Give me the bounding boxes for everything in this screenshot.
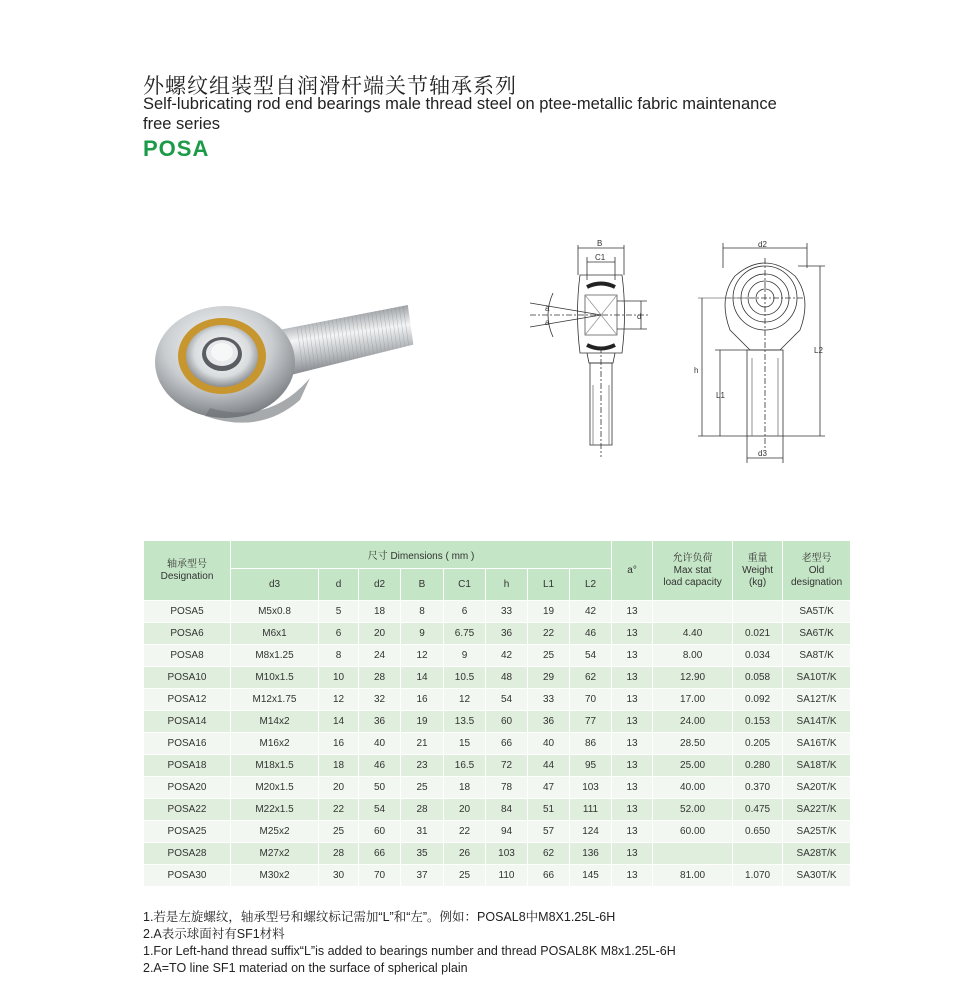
table-cell: 95 bbox=[570, 755, 612, 777]
table-row bbox=[144, 623, 851, 645]
table-cell: SA25T/K bbox=[783, 821, 851, 843]
table-cell: 111 bbox=[570, 799, 612, 821]
table-cell: 50 bbox=[359, 777, 401, 799]
table-cell: SA5T/K bbox=[783, 601, 851, 623]
header-L1: L1 bbox=[528, 569, 570, 601]
table-cell: 57 bbox=[528, 821, 570, 843]
table-cell: 16 bbox=[401, 689, 444, 711]
table-cell: 25 bbox=[401, 777, 444, 799]
table-cell: 12 bbox=[444, 689, 486, 711]
notes bbox=[143, 909, 676, 977]
label-a-upper: a bbox=[545, 304, 550, 313]
table-cell: 13 bbox=[612, 667, 653, 689]
table-cell: 13 bbox=[612, 601, 653, 623]
table-cell: 0.092 bbox=[733, 689, 783, 711]
table-cell: 33 bbox=[486, 601, 528, 623]
cross-section-drawing bbox=[525, 235, 665, 460]
note-en-2: 2.A=TO line SF1 materiad on the surface of spherical plain bbox=[143, 961, 468, 975]
table-cell: SA22T/K bbox=[783, 799, 851, 821]
table-cell: 20 bbox=[319, 777, 359, 799]
table-cell: POSA28 bbox=[144, 843, 231, 865]
table-cell: 70 bbox=[359, 865, 401, 887]
table-cell: SA6T/K bbox=[783, 623, 851, 645]
table-cell: 81.00 bbox=[653, 865, 733, 887]
table-cell: 25 bbox=[444, 865, 486, 887]
table-cell: 14 bbox=[401, 667, 444, 689]
table-cell: M22x1.5 bbox=[231, 799, 319, 821]
table-cell: 60 bbox=[359, 821, 401, 843]
header-old-designation: 老型号 Old designation bbox=[783, 541, 851, 601]
table-cell: 33 bbox=[528, 689, 570, 711]
table-cell: POSA30 bbox=[144, 865, 231, 887]
table-cell: 20 bbox=[359, 623, 401, 645]
header-weight: 重量 Weight (kg) bbox=[733, 541, 783, 601]
dimensions-table bbox=[143, 540, 851, 887]
table-cell: SA12T/K bbox=[783, 689, 851, 711]
note-en-1: 1.For Left-hand thread suffix“L”is added to bearings number and thread POSAL8K M8x1.25L-6H bbox=[143, 944, 676, 958]
table-cell: 60 bbox=[486, 711, 528, 733]
table-cell: 31 bbox=[401, 821, 444, 843]
table-cell: 124 bbox=[570, 821, 612, 843]
table-cell: M12x1.75 bbox=[231, 689, 319, 711]
table-cell: 9 bbox=[444, 645, 486, 667]
table-cell: 46 bbox=[359, 755, 401, 777]
header-B: B bbox=[401, 569, 444, 601]
note-cn-1: 1.若是左旋螺纹，轴承型号和螺纹标记需加“L”和“左”。例如：POSAL8中M8X1.25L-6H bbox=[143, 910, 616, 924]
table-cell: 13 bbox=[612, 799, 653, 821]
table-cell: 0.370 bbox=[733, 777, 783, 799]
label-d3: d3 bbox=[758, 449, 767, 458]
header-dimensions: 尺寸 Dimensions ( mm ) bbox=[231, 541, 612, 569]
label-h: h bbox=[694, 366, 699, 375]
table-row bbox=[144, 755, 851, 777]
table-cell: SA28T/K bbox=[783, 843, 851, 865]
table-cell bbox=[733, 843, 783, 865]
table-row bbox=[144, 799, 851, 821]
table-cell: 0.058 bbox=[733, 667, 783, 689]
table-cell: 19 bbox=[528, 601, 570, 623]
table-cell: 18 bbox=[319, 755, 359, 777]
table-cell: 13 bbox=[612, 711, 653, 733]
label-L1: L1 bbox=[716, 391, 725, 400]
table-cell: 0.034 bbox=[733, 645, 783, 667]
table-cell: 46 bbox=[570, 623, 612, 645]
table-cell: 47 bbox=[528, 777, 570, 799]
table-cell: 0.153 bbox=[733, 711, 783, 733]
label-C1: C1 bbox=[595, 253, 606, 262]
table-cell: 21 bbox=[401, 733, 444, 755]
table-cell: 145 bbox=[570, 865, 612, 887]
table-row bbox=[144, 689, 851, 711]
table-cell: SA30T/K bbox=[783, 865, 851, 887]
table-cell: 25.00 bbox=[653, 755, 733, 777]
table-cell: 54 bbox=[359, 799, 401, 821]
table-cell: 36 bbox=[486, 623, 528, 645]
table-cell: 1.070 bbox=[733, 865, 783, 887]
series-name: POSA bbox=[143, 136, 210, 161]
table-cell: 29 bbox=[528, 667, 570, 689]
table-cell: M6x1 bbox=[231, 623, 319, 645]
table-cell: M20x1.5 bbox=[231, 777, 319, 799]
table-cell: SA16T/K bbox=[783, 733, 851, 755]
header-designation: 轴承型号 Designation bbox=[144, 541, 231, 601]
table-cell: M18x1.5 bbox=[231, 755, 319, 777]
header-d3: d3 bbox=[231, 569, 319, 601]
table-cell: POSA20 bbox=[144, 777, 231, 799]
header-h: h bbox=[486, 569, 528, 601]
table-cell: 8 bbox=[401, 601, 444, 623]
table-cell: 24.00 bbox=[653, 711, 733, 733]
table-cell: SA18T/K bbox=[783, 755, 851, 777]
table-cell: 36 bbox=[359, 711, 401, 733]
table-cell: 13 bbox=[612, 689, 653, 711]
label-a-lower: a bbox=[545, 318, 550, 327]
table-cell: 66 bbox=[359, 843, 401, 865]
table-cell: 12.90 bbox=[653, 667, 733, 689]
table-row bbox=[144, 601, 851, 623]
table-cell: 13 bbox=[612, 843, 653, 865]
table-cell: 78 bbox=[486, 777, 528, 799]
table-cell: 86 bbox=[570, 733, 612, 755]
table-cell: 36 bbox=[528, 711, 570, 733]
table-cell: M5x0.8 bbox=[231, 601, 319, 623]
table-cell: M16x2 bbox=[231, 733, 319, 755]
label-d: d bbox=[637, 312, 642, 321]
table-cell: 37 bbox=[401, 865, 444, 887]
table-cell: 9 bbox=[401, 623, 444, 645]
table-cell: 62 bbox=[528, 843, 570, 865]
table-cell: SA8T/K bbox=[783, 645, 851, 667]
table-cell: M25x2 bbox=[231, 821, 319, 843]
table-cell: 42 bbox=[570, 601, 612, 623]
header-C1: C1 bbox=[444, 569, 486, 601]
table-cell: 4.40 bbox=[653, 623, 733, 645]
note-cn-2: 2.A表示球面衬有SF1材料 bbox=[143, 927, 285, 941]
table-cell: 44 bbox=[528, 755, 570, 777]
table-cell: 16 bbox=[319, 733, 359, 755]
table-cell: POSA5 bbox=[144, 601, 231, 623]
table-cell: 8 bbox=[319, 645, 359, 667]
table-cell: 25 bbox=[319, 821, 359, 843]
table-cell: 136 bbox=[570, 843, 612, 865]
table-cell: 17.00 bbox=[653, 689, 733, 711]
table-cell: POSA10 bbox=[144, 667, 231, 689]
table-cell: 60.00 bbox=[653, 821, 733, 843]
table-cell: POSA12 bbox=[144, 689, 231, 711]
table-cell: 13 bbox=[612, 623, 653, 645]
table-cell: 103 bbox=[570, 777, 612, 799]
header-d2: d2 bbox=[359, 569, 401, 601]
table-cell bbox=[653, 843, 733, 865]
table-row bbox=[144, 777, 851, 799]
table-cell: M10x1.5 bbox=[231, 667, 319, 689]
header-L2: L2 bbox=[570, 569, 612, 601]
table-cell: 19 bbox=[401, 711, 444, 733]
table-cell: 94 bbox=[486, 821, 528, 843]
table-cell: M30x2 bbox=[231, 865, 319, 887]
table-cell: 32 bbox=[359, 689, 401, 711]
table-cell: 18 bbox=[359, 601, 401, 623]
table-cell: 48 bbox=[486, 667, 528, 689]
table-cell: 10.5 bbox=[444, 667, 486, 689]
table-cell: 0.475 bbox=[733, 799, 783, 821]
table-cell: 28 bbox=[401, 799, 444, 821]
table-cell: 16.5 bbox=[444, 755, 486, 777]
table-cell: 13 bbox=[612, 777, 653, 799]
header-d: d bbox=[319, 569, 359, 601]
table-cell: 40.00 bbox=[653, 777, 733, 799]
table-cell: 0.205 bbox=[733, 733, 783, 755]
table-cell: SA10T/K bbox=[783, 667, 851, 689]
table-cell: 13 bbox=[612, 821, 653, 843]
table-cell: POSA22 bbox=[144, 799, 231, 821]
table-cell: 13 bbox=[612, 865, 653, 887]
table-cell: 54 bbox=[486, 689, 528, 711]
table-cell: 13 bbox=[612, 645, 653, 667]
table-cell: 0.021 bbox=[733, 623, 783, 645]
table-cell: 54 bbox=[570, 645, 612, 667]
table-cell: 14 bbox=[319, 711, 359, 733]
table-cell: 13 bbox=[612, 733, 653, 755]
table-cell: POSA14 bbox=[144, 711, 231, 733]
table-cell bbox=[733, 601, 783, 623]
table-cell: M27x2 bbox=[231, 843, 319, 865]
table-cell: 12 bbox=[401, 645, 444, 667]
table-cell: 103 bbox=[486, 843, 528, 865]
table-cell: 26 bbox=[444, 843, 486, 865]
table-cell: 72 bbox=[486, 755, 528, 777]
table-cell: 0.280 bbox=[733, 755, 783, 777]
table-row bbox=[144, 711, 851, 733]
table-cell: 66 bbox=[528, 865, 570, 887]
table-cell: POSA6 bbox=[144, 623, 231, 645]
table-cell: 15 bbox=[444, 733, 486, 755]
table-cell: 12 bbox=[319, 689, 359, 711]
table-cell: 22 bbox=[444, 821, 486, 843]
table-cell: 30 bbox=[319, 865, 359, 887]
header-load: 允许负荷 Max stat load capacity bbox=[653, 541, 733, 601]
table-cell: POSA16 bbox=[144, 733, 231, 755]
table-cell bbox=[653, 601, 733, 623]
table-cell: 70 bbox=[570, 689, 612, 711]
table-cell: 66 bbox=[486, 733, 528, 755]
label-B: B bbox=[597, 239, 603, 248]
table-cell: 28.50 bbox=[653, 733, 733, 755]
table-cell: 28 bbox=[319, 843, 359, 865]
table-cell: 5 bbox=[319, 601, 359, 623]
table-cell: 10 bbox=[319, 667, 359, 689]
table-cell: 0.650 bbox=[733, 821, 783, 843]
table-row bbox=[144, 645, 851, 667]
table-cell: 110 bbox=[486, 865, 528, 887]
table-cell: 40 bbox=[359, 733, 401, 755]
label-d2: d2 bbox=[758, 240, 767, 249]
table-cell: 22 bbox=[319, 799, 359, 821]
table-cell: 8.00 bbox=[653, 645, 733, 667]
table-cell: 23 bbox=[401, 755, 444, 777]
table-cell: SA14T/K bbox=[783, 711, 851, 733]
table-row bbox=[144, 821, 851, 843]
table-cell: 22 bbox=[528, 623, 570, 645]
table-cell: 6 bbox=[319, 623, 359, 645]
front-view-drawing bbox=[690, 238, 840, 468]
table-cell: 24 bbox=[359, 645, 401, 667]
table-cell: POSA25 bbox=[144, 821, 231, 843]
table-cell: 52.00 bbox=[653, 799, 733, 821]
table-cell: 13 bbox=[612, 755, 653, 777]
table-row bbox=[144, 865, 851, 887]
table-cell: 35 bbox=[401, 843, 444, 865]
table-row bbox=[144, 843, 851, 865]
table-cell: M14x2 bbox=[231, 711, 319, 733]
table-cell: 20 bbox=[444, 799, 486, 821]
table-cell: 28 bbox=[359, 667, 401, 689]
table-cell: 42 bbox=[486, 645, 528, 667]
table-row bbox=[144, 733, 851, 755]
title-chinese: 外螺纹组装型自润滑杆端关节轴承系列 bbox=[143, 74, 517, 98]
table-cell: 77 bbox=[570, 711, 612, 733]
title-english: Self-lubricating rod end bearings male thread steel on ptee-metallic fabric maintenance free series bbox=[143, 95, 777, 133]
table-cell: 18 bbox=[444, 777, 486, 799]
table-cell: 40 bbox=[528, 733, 570, 755]
table-cell: 62 bbox=[570, 667, 612, 689]
table-row bbox=[144, 667, 851, 689]
table-cell: 6.75 bbox=[444, 623, 486, 645]
table-cell: POSA8 bbox=[144, 645, 231, 667]
table-cell: POSA18 bbox=[144, 755, 231, 777]
header-angle: a° bbox=[612, 541, 653, 601]
table-cell: SA20T/K bbox=[783, 777, 851, 799]
table-cell: 51 bbox=[528, 799, 570, 821]
table-cell: 6 bbox=[444, 601, 486, 623]
table-cell: M8x1.25 bbox=[231, 645, 319, 667]
product-photo bbox=[150, 290, 430, 440]
table-cell: 13.5 bbox=[444, 711, 486, 733]
table-cell: 84 bbox=[486, 799, 528, 821]
table-cell: 25 bbox=[528, 645, 570, 667]
label-L2: L2 bbox=[814, 346, 823, 355]
